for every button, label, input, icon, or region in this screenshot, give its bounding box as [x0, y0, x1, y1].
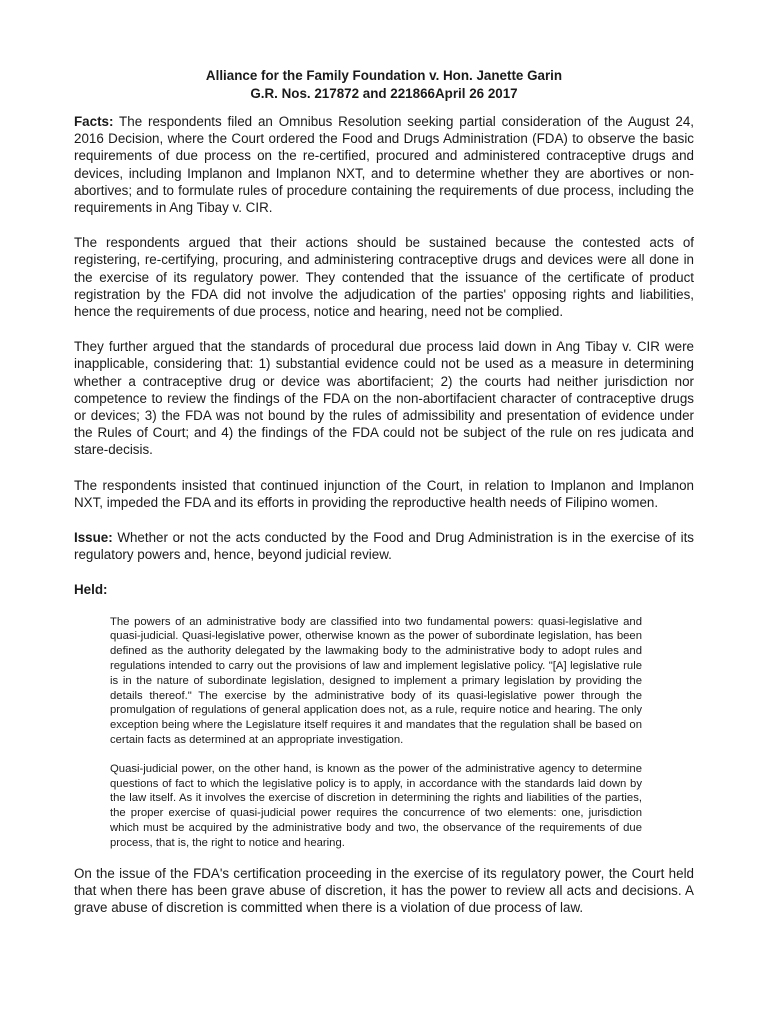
held-conclusion: On the issue of the FDA's certification proceeding in the exercise of its regulatory power, the Court held that when there has been grave abuse of discretion, it has the power to review all acts and decisions. A grave abuse of discretion is committed when there is a violation of due process of law.: [74, 865, 694, 916]
facts-text: The respondents filed an Omnibus Resolution seeking partial consideration of the August 24, 2016 Decision, where the Court ordered the Food and Drugs Administration (FDA) to observe the basic requirements of due process on the re-certified, procured and administered contraceptive drugs and devices, including Implanon and Implanon NXT, and to determine whether they are abortives or non-abortives; and to formulate rules of procedure containing the requirements of due process, including the requirements in Ang Tibay v. CIR.: [74, 114, 694, 216]
case-date: April 26 2017: [434, 86, 518, 101]
document-body: [74, 113, 694, 934]
facts-paragraph: [74, 113, 694, 216]
quote-quasi-legislative: The powers of an administrative body are classified into two fundamental powers: quasi-legislative and quasi-judicial. Quasi-legislative power, otherwise known as the power of subordinate legislation, has been defined as the authority delegated by the lawmaking body to the administrative body to adopt rules and regulations intended to carry out the provisions of law and implement legislative policy. "[A] legislative rule is in the nature of subordinate legislation, designed to implement a primary legislation by providing the details thereof." The exercise by the administrative body of its quasi-legislative power through the promulgation of regulations of general application does not, as a rule, require notice and hearing. The only exception being where the Legislature itself requires it and mandates that the regulation shall be based on certain facts as determined at an appropriate investigation.: [110, 615, 642, 747]
paragraph-argument-due-process: They further argued that the standards of procedural due process laid down in Ang Tibay v. CIR were inapplicable, considering that: 1) substantial evidence could not be used as a measure in determining whether a contraceptive drug or device was abortifacient; 2) the courts had neither jurisdiction nor competence to review the findings of the FDA on the non-abortifacient character of contraceptive drugs or devices; 3) the FDA was not bound by the rules of admissibility and presentation of evidence under the Rules of Court; and 4) the findings of the FDA could not be subject of the rule on res judicata and stare-decisis.: [74, 339, 694, 458]
quote-quasi-judicial: Quasi-judicial power, on the other hand, is known as the power of the administrative agency to determine questions of fact to which the legislative policy is to apply, in accordance with the standards laid down by the law itself. As it involves the exercise of discretion in determining the rights and liabilities of the parties, the proper exercise of quasi-judicial power requires the concurrence of two elements: one, jurisdiction which must be acquired by the administrative body and two, the observance of the requirements of due process, that is, the right to notice and hearing.: [110, 762, 642, 849]
paragraph-injunction: The respondents insisted that continued injunction of the Court, in relation to Implanon and Implanon NXT, impeded the FDA and its efforts in providing the reproductive health needs of Filipino women.: [74, 477, 694, 510]
case-title: Alliance for the Family Foundation v. Hon. Janette Garin: [205, 68, 563, 83]
case-citation-line: [0, 85, 768, 103]
facts-label: Facts:: [74, 114, 114, 129]
held-block-quote: [110, 615, 642, 851]
case-numbers: G.R. Nos. 217872 and 221866: [250, 86, 435, 101]
issue-text: Whether or not the acts conducted by the Food and Drug Administration is in the exercise of its regulatory powers and, hence, beyond judicial review.: [74, 530, 694, 563]
issue-label: Issue:: [74, 530, 113, 546]
paragraph-argument-regulatory: The respondents argued that their actions should be sustained because the contested acts of registering, re-certifying, procuring, and administering contraceptive drugs and devices were all done in the exercise of its regulatory power. They contended that the issuance of the certificate of product registration by the FDA did not involve the adjudication of the parties' opposing rights and liabilities, hence the requirements of due process, notice and hearing, need not be complied.: [74, 235, 694, 320]
case-header: [0, 67, 768, 103]
held-label: Held:: [74, 582, 108, 598]
issue-paragraph: [74, 529, 694, 563]
